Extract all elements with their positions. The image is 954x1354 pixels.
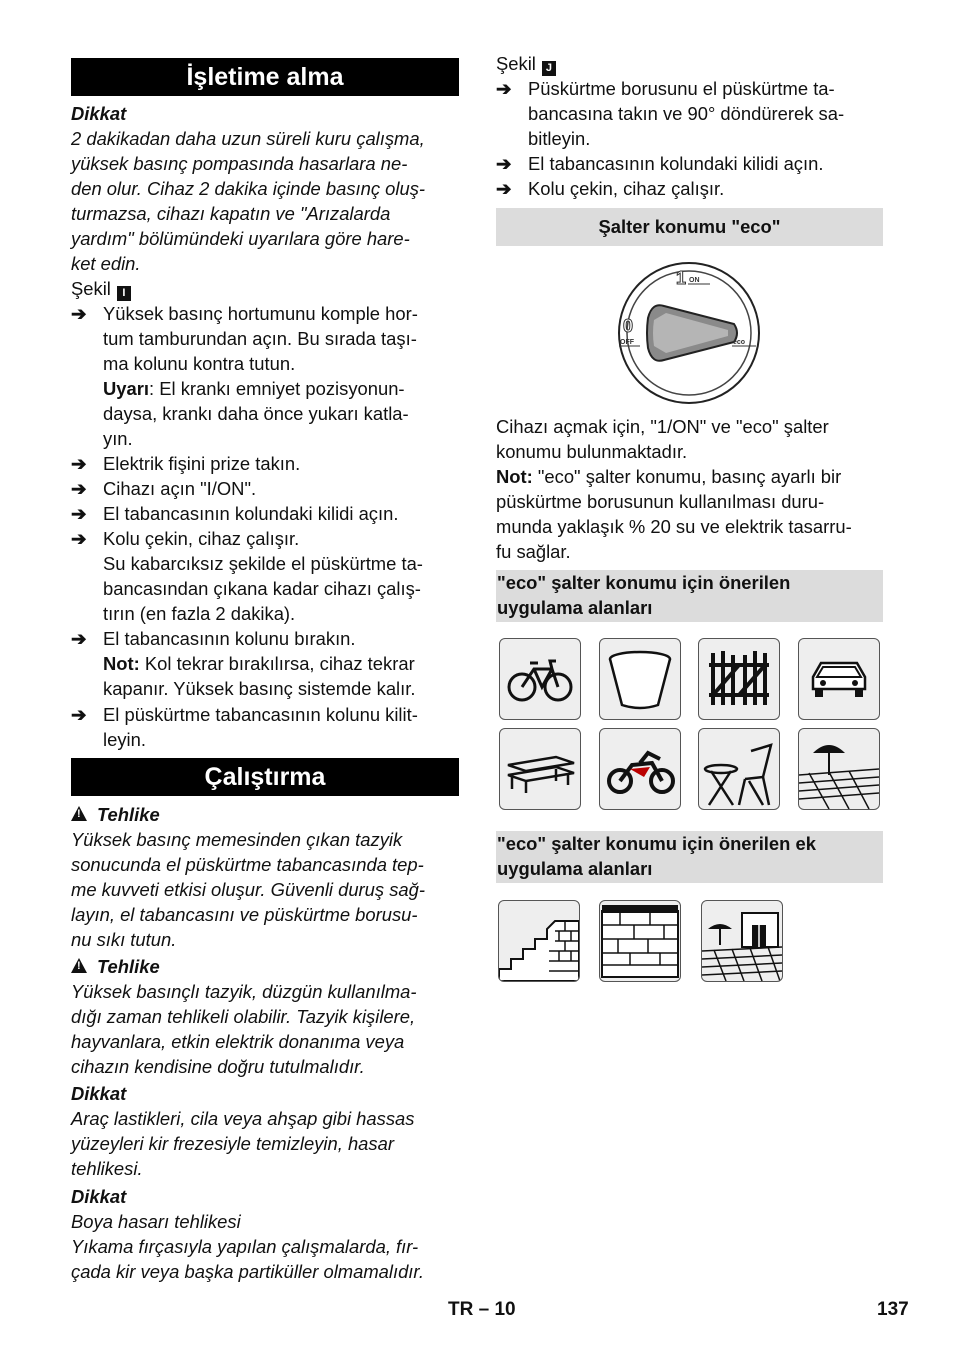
dikkat-text-line: Yıkama fırçasıyla yapılan çalışmalarda, fır- [71,1236,419,1257]
dikkat-text-line: ket edin. [71,253,141,274]
step-text-line: El püskürtme tabancasının kolunu kilit- [103,704,418,725]
footer-language-code: TR – 10 [448,1299,516,1320]
not-line: Not: Kol tekrar bırakılırsa, cihaz tekrar [103,653,415,674]
paragraph-line: Cihazı açmak için, "1/ON" ve "eco" şalter [496,416,829,437]
tehlike-text-line: layın, el tabancasını ve püskürtme borusu- [71,904,418,925]
page-number: 137 [877,1299,909,1320]
tehlike-label: !Tehlike [71,954,160,979]
uyari-line: yın. [103,428,133,449]
subheading-salter: Şalter konumu "eco" [496,208,883,246]
tehlike-text-line: sonucunda el püskürtme tabancasında tep- [71,854,424,875]
warning-icon [71,806,87,821]
figure-badge: J [542,61,556,76]
step-text-line: Elektrik fişini prize takın. [103,453,301,474]
dikkat-label: Dikkat [71,103,127,124]
car-icon [798,638,880,720]
subheading-eco-uses: "eco" şalter konumu için önerilen uygulama alanları [496,570,883,622]
uyari-line: Uyarı: El krankı emniyet pozisyonun- [103,378,405,399]
warning-icon [71,958,87,973]
uyari-line: daysa, krankı daha önce yukarı katla- [103,403,409,424]
dikkat-label: Dikkat [71,1083,127,1104]
dikkat-text-line: çada kir veya başka partiküller olmamalıdır. [71,1261,424,1282]
dikkat-text-line: yüzeyleri kir frezesiyle temizleyin, hasar [71,1133,394,1154]
tehlike-text-line: me kuvveti etkisi oluşur. Güvenli duruş sağ- [71,879,425,900]
step-text-line: Su kabarcıksız şekilde el püskürtme ta- [103,553,423,574]
step-text-line: tum tamburundan açın. Bu sırada taşı- [103,328,417,349]
step-text-line: tırın (en fazla 2 dakika). [103,603,296,624]
bench-icon [499,728,581,810]
step-text-line: bancasından çıkana kadar cihazı çalış- [103,578,421,599]
step-text-line: bitleyin. [528,128,591,149]
fence-icon [698,638,780,720]
not-line: püskürtme borusunun kullanılması duru- [496,491,825,512]
stairs-wall-icon [498,900,580,982]
step-text-line: Kolu çekin, cihaz çalışır. [528,178,725,199]
step-text-line: Yüksek basınç hortumunu komple hor- [103,303,418,324]
figure-reference: Şekil J [496,51,556,76]
dial-on-number: 1 [676,268,687,288]
step-text-line: ma kolunu kontra tutun. [103,353,296,374]
tehlike-text-line: dığı zaman tehlikeli olabilir. Tazyik kişilere, [71,1006,416,1027]
dikkat-label: Dikkat [71,1186,127,1207]
dikkat-text-line: yardım" bölümündeki uyarılara göre hare- [71,228,410,249]
tehlike-text-line: hayvanlara, etkin elektrik donanıma veya [71,1031,405,1052]
dikkat-text-line: Boya hasarı tehlikesi [71,1211,241,1232]
dial-eco-label: eco [733,339,746,346]
step-text-line: El tabancasının kolundaki kilidi açın. [103,503,399,524]
dikkat-text-line: den olur. Cihaz 2 dakika içinde basınç oluş- [71,178,426,199]
dikkat-text-line: Araç lastikleri, cila veya ahşap gibi hassas [71,1108,415,1129]
paragraph-line: konumu bulunmaktadır. [496,441,688,462]
step-text-line: El tabancasının kolundaki kilidi açın. [528,153,824,174]
tehlike-label: !Tehlike [71,802,160,827]
subheading-eco-extra-uses: "eco" şalter konumu için önerilen ek uygulama alanları [496,831,883,883]
step-text-line: Püskürtme borusunu el püskürtme ta- [528,78,835,99]
switch-dial-illustration [616,260,766,410]
section-heading-calistirma: Çalıştırma [71,758,459,796]
bicycle-icon [499,638,581,720]
dikkat-text-line: tehlikesi. [71,1158,143,1179]
step-text-line: Kolu çekin, cihaz çalışır. [103,528,300,549]
terrace-parasol-icon [798,728,880,810]
dikkat-text-line: turmazsa, cihazı kapatın ve "Arızalarda [71,203,391,224]
not-line: fu sağlar. [496,541,571,562]
tehlike-text-line: Yüksek basınçlı tazyik, düzgün kullanılma- [71,981,417,1002]
stone-wall-icon [599,900,681,982]
tehlike-text-line: cihazın kendisine doğru tutulmalıdır. [71,1056,365,1077]
tehlike-text-line: Yüksek basınç memesinden çıkan tazyik [71,829,403,850]
step-text-line: Cihazı açın "I/ON". [103,478,257,499]
dikkat-text-line: 2 dakikadan daha uzun süreli kuru çalışma, [71,128,425,149]
patio-house-icon [701,900,783,982]
flower-pot-icon [599,638,681,720]
garden-furniture-icon [698,728,780,810]
motorcycle-icon [599,728,681,810]
step-text-line: leyin. [103,729,146,750]
step-text-line: bancasına takın ve 90° döndürerek sa- [528,103,845,124]
section-heading-isletime: İşletime alma [71,58,459,96]
dikkat-text-line: yüksek basınç pompasında hasarlara ne- [71,153,408,174]
not-line: Not: "eco" şalter konumu, basınç ayarlı bir [496,466,842,487]
dial-off-label: OFF [620,339,634,346]
dial-on-label: ON [689,277,700,284]
tehlike-text-line: nu sıkı tutun. [71,929,177,950]
figure-reference: Şekil I [71,276,131,301]
figure-badge: I [117,286,131,301]
dial-off-number: 0 [623,316,634,336]
step-text-line: El tabancasının kolunu bırakın. [103,628,356,649]
not-line: kapanır. Yüksek basınç sistemde kalır. [103,678,416,699]
not-line: munda yaklaşık % 20 su ve elektrik tasarru- [496,516,852,537]
